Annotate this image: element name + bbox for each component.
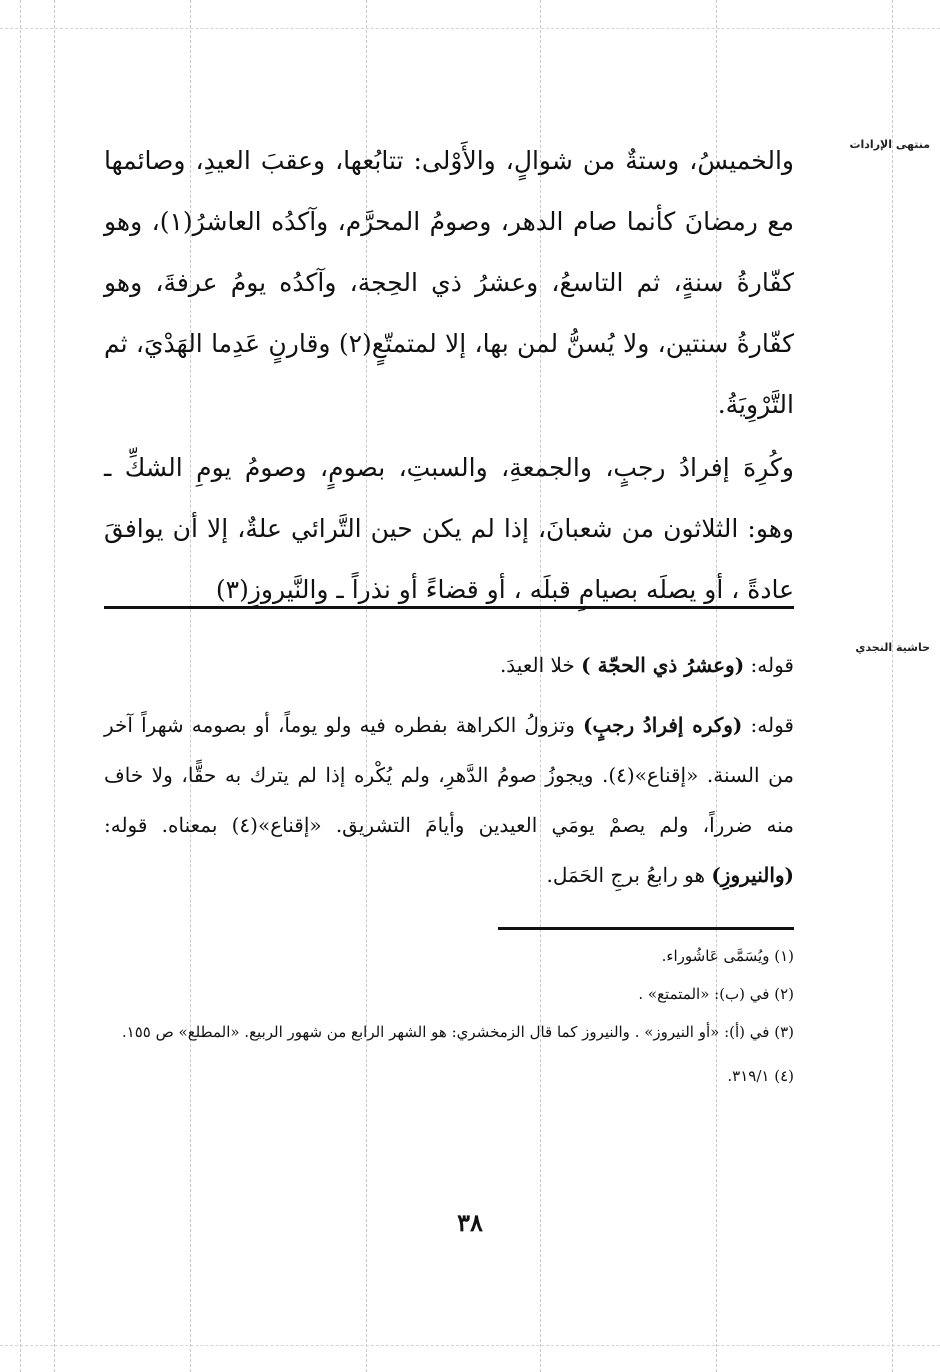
scan-guide-line	[0, 28, 940, 29]
section-divider	[104, 606, 794, 609]
main-paragraph-2: وكُرِهَ إفرادُ رجبٍ، والجمعةِ، والسبتِ، بصومٍ، وصومُ يومِ الشكِّ ـ وهو: الثلاثون من شعبانَ، إذا لم يكن حين التَّرائي علةٌ، إلا أن يوافقَ عادةً ، أو يصلَه بصيامٍ قبلَه ، أو قضاءً أو نذراً ـ والنَّيروزِ(٣)	[104, 453, 794, 604]
page-number: ٣٨	[457, 1208, 483, 1237]
margin-label-commentary: حاشية النجدي	[855, 641, 930, 654]
main-text-block	[104, 130, 794, 620]
footnote-3: (٣) في (أ): «أو النيروز» . والنيروز كما قال الزمخشري: هو الشهر الرابع من شهور الربيع. «المطلع» ص ١٥٥.	[121, 1023, 794, 1041]
commentary-text: وتزولُ الكراهة بفطره فيه ولو يوماً، أو بصومه شهراً آخر من السنة. «إقناع»(٤). ويجوزُ صومُ الدَّهرِ، ولم يُكْره إذا لم يترك به حقًّا، ولا خاف منه ضرراً، ولم يصمْ يومَي العيدين وأيامَ التشريق. «إقناع»(٤) بمعناه. قوله:	[104, 713, 795, 837]
footnote-2: (٢) في (ب): «المتمتع» .	[638, 985, 794, 1003]
scan-guide-line	[20, 0, 21, 1372]
commentary-block	[104, 640, 794, 900]
commentary-text: خلا العيدَ.	[499, 653, 582, 677]
commentary-quote: (والنيروزِ)	[711, 863, 794, 887]
commentary-text: هو رابعُ برجِ الحَمَل.	[546, 863, 712, 887]
footnote-1: (١) ويُسَمَّى عَاشُوراء.	[661, 947, 794, 965]
commentary-paragraph-1	[104, 640, 794, 690]
scan-guide-line	[54, 0, 55, 1372]
footnotes-block	[104, 937, 794, 1095]
margin-label-main: منتهى الإرادات	[849, 138, 930, 151]
main-paragraph-1: والخميسُ، وستةٌ من شوالٍ، والأَوْلى: تتابُعها، وعقبَ العيدِ، وصائمها مع رمضانَ كأنما صام الدهر، وصومُ المحرَّم، وآكدُه العاشرُ(١)، وهو كفّارةُ سنةٍ، ثم التاسعُ، وعشرُ ذي الحِجة، وآكدُه يومُ عرفةَ، وهو كفّارةُ سنتين، ولا يُسنُّ لمن بها، إلا لمتمتّعٍ(٢) وقارنٍ عَدِما الهَدْيَ، ثم التَّرْوِيَةُ.	[104, 146, 794, 419]
commentary-paragraph-2	[104, 700, 794, 900]
scan-guide-line	[0, 1345, 940, 1346]
commentary-quote: (وعشرُ ذي الحجّة )	[581, 653, 745, 677]
commentary-lead: قوله:	[744, 653, 794, 677]
commentary-quote: (وكره إفرادُ رجبٍ)	[583, 713, 743, 737]
footnote-4: (٤) ٣١٩/١.	[727, 1067, 794, 1085]
scan-guide-line	[892, 0, 893, 1372]
commentary-lead: قوله:	[742, 713, 794, 737]
footnote-divider	[498, 927, 794, 930]
